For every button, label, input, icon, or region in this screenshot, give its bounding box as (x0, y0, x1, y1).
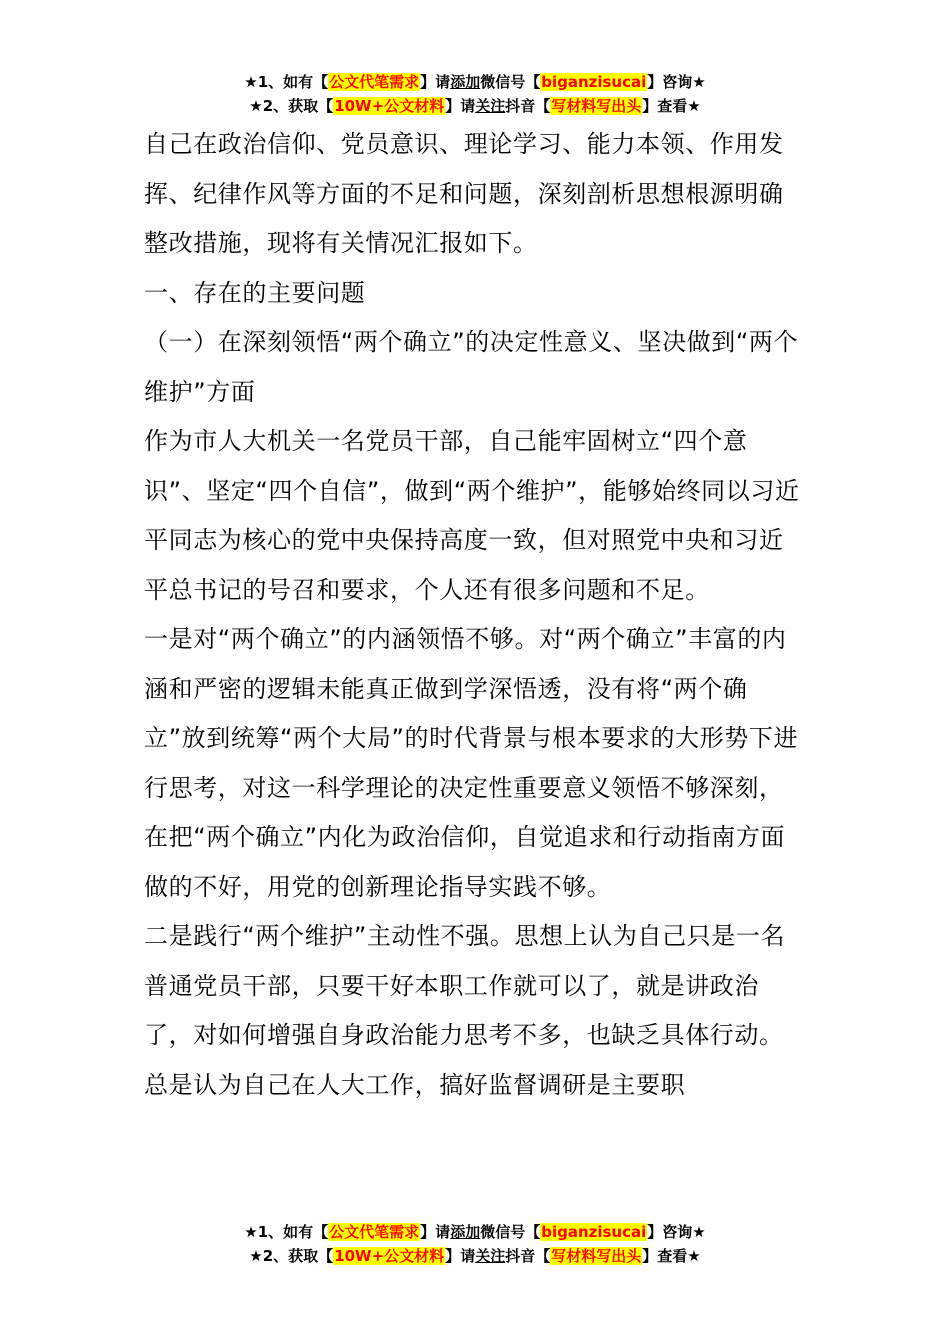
banner-text: 】请 (420, 73, 451, 91)
banner-text: 】请 (420, 1223, 451, 1241)
banner-highlight-service: 公文代笔需求 (329, 1223, 420, 1241)
banner-underlined: 添加 (450, 1223, 481, 1241)
banner-underlined: 关注 (475, 1247, 506, 1265)
banner-text: 抖音【 (505, 97, 551, 115)
footer-banner (0, 1220, 950, 1268)
banner-text: 】请 (445, 1247, 476, 1265)
subsection-heading: （一）在深刻领悟“两个确立”的决定性意义、坚决做到“两个维护”方面 (144, 328, 799, 406)
banner-suffix: 】查看★ (642, 1247, 701, 1265)
banner-suffix: 】咨询★ (647, 73, 706, 91)
header-banner (0, 70, 950, 118)
body-paragraph: 二是践行“两个维护”主动性不强。思想上认为自己只是一名普通党员干部，只要干好本职工作就可以了，就是讲政治了，对如何增强自身政治能力思考不多，也缺乏具体行动。总是认为自己在人大工作，搞好监督调研是主要职 (144, 922, 786, 1099)
banner-prefix: ★1、如有【 (244, 1223, 329, 1241)
banner-line-1 (0, 1220, 950, 1244)
banner-text: 微信号【 (480, 73, 541, 91)
banner-highlight-materials: 10W+公文材料 (334, 97, 445, 115)
banner-highlight-wechat: biganzisucai (541, 1223, 647, 1241)
section-heading: 一、存在的主要问题 (144, 278, 366, 307)
banner-highlight-materials: 10W+公文材料 (334, 1247, 445, 1265)
banner-suffix: 】查看★ (642, 97, 701, 115)
banner-underlined: 添加 (450, 73, 481, 91)
banner-text: 抖音【 (505, 1247, 551, 1265)
document-body (144, 120, 808, 1110)
banner-text: 微信号【 (480, 1223, 541, 1241)
banner-prefix: ★1、如有【 (244, 73, 329, 91)
banner-suffix: 】咨询★ (647, 1223, 706, 1241)
banner-line-2 (0, 1244, 950, 1268)
body-paragraph: 作为市人大机关一名党员干部，自己能牢固树立“四个意识”、坚定“四个自信”，做到“两个维护”，能够始终同以习近平同志为核心的党中央保持高度一致，但对照党中央和习近平总书记的号召和要求，个人还有很多问题和不足。 (144, 427, 800, 604)
banner-highlight-douyin: 写材料写出头 (551, 1247, 642, 1265)
banner-line-1 (0, 70, 950, 94)
banner-highlight-douyin: 写材料写出头 (551, 97, 642, 115)
body-paragraph: 一是对“两个确立”的内涵领悟不够。对“两个确立”丰富的内涵和严密的逻辑未能真正做到学深悟透，没有将“两个确立”放到统筹“两个大局”的时代背景与根本要求的大形势下进行思考，对这一科学理论的决定性重要意义领悟不够深刻，在把“两个确立”内化为政治信仰，自觉追求和行动指南方面做的不好，用党的创新理论指导实践不够。 (144, 625, 799, 901)
banner-prefix: ★2、获取【 (249, 1247, 334, 1265)
banner-underlined: 关注 (475, 97, 506, 115)
intro-paragraph: 自己在政治信仰、党员意识、理论学习、能力本领、作用发挥、纪律作风等方面的不足和问题，深刻剖析思想根源明确整改措施，现将有关情况汇报如下。 (144, 130, 784, 257)
banner-text: 】请 (445, 97, 476, 115)
banner-line-2 (0, 94, 950, 118)
banner-prefix: ★2、获取【 (249, 97, 334, 115)
banner-highlight-service: 公文代笔需求 (329, 73, 420, 91)
banner-highlight-wechat: biganzisucai (541, 73, 647, 91)
